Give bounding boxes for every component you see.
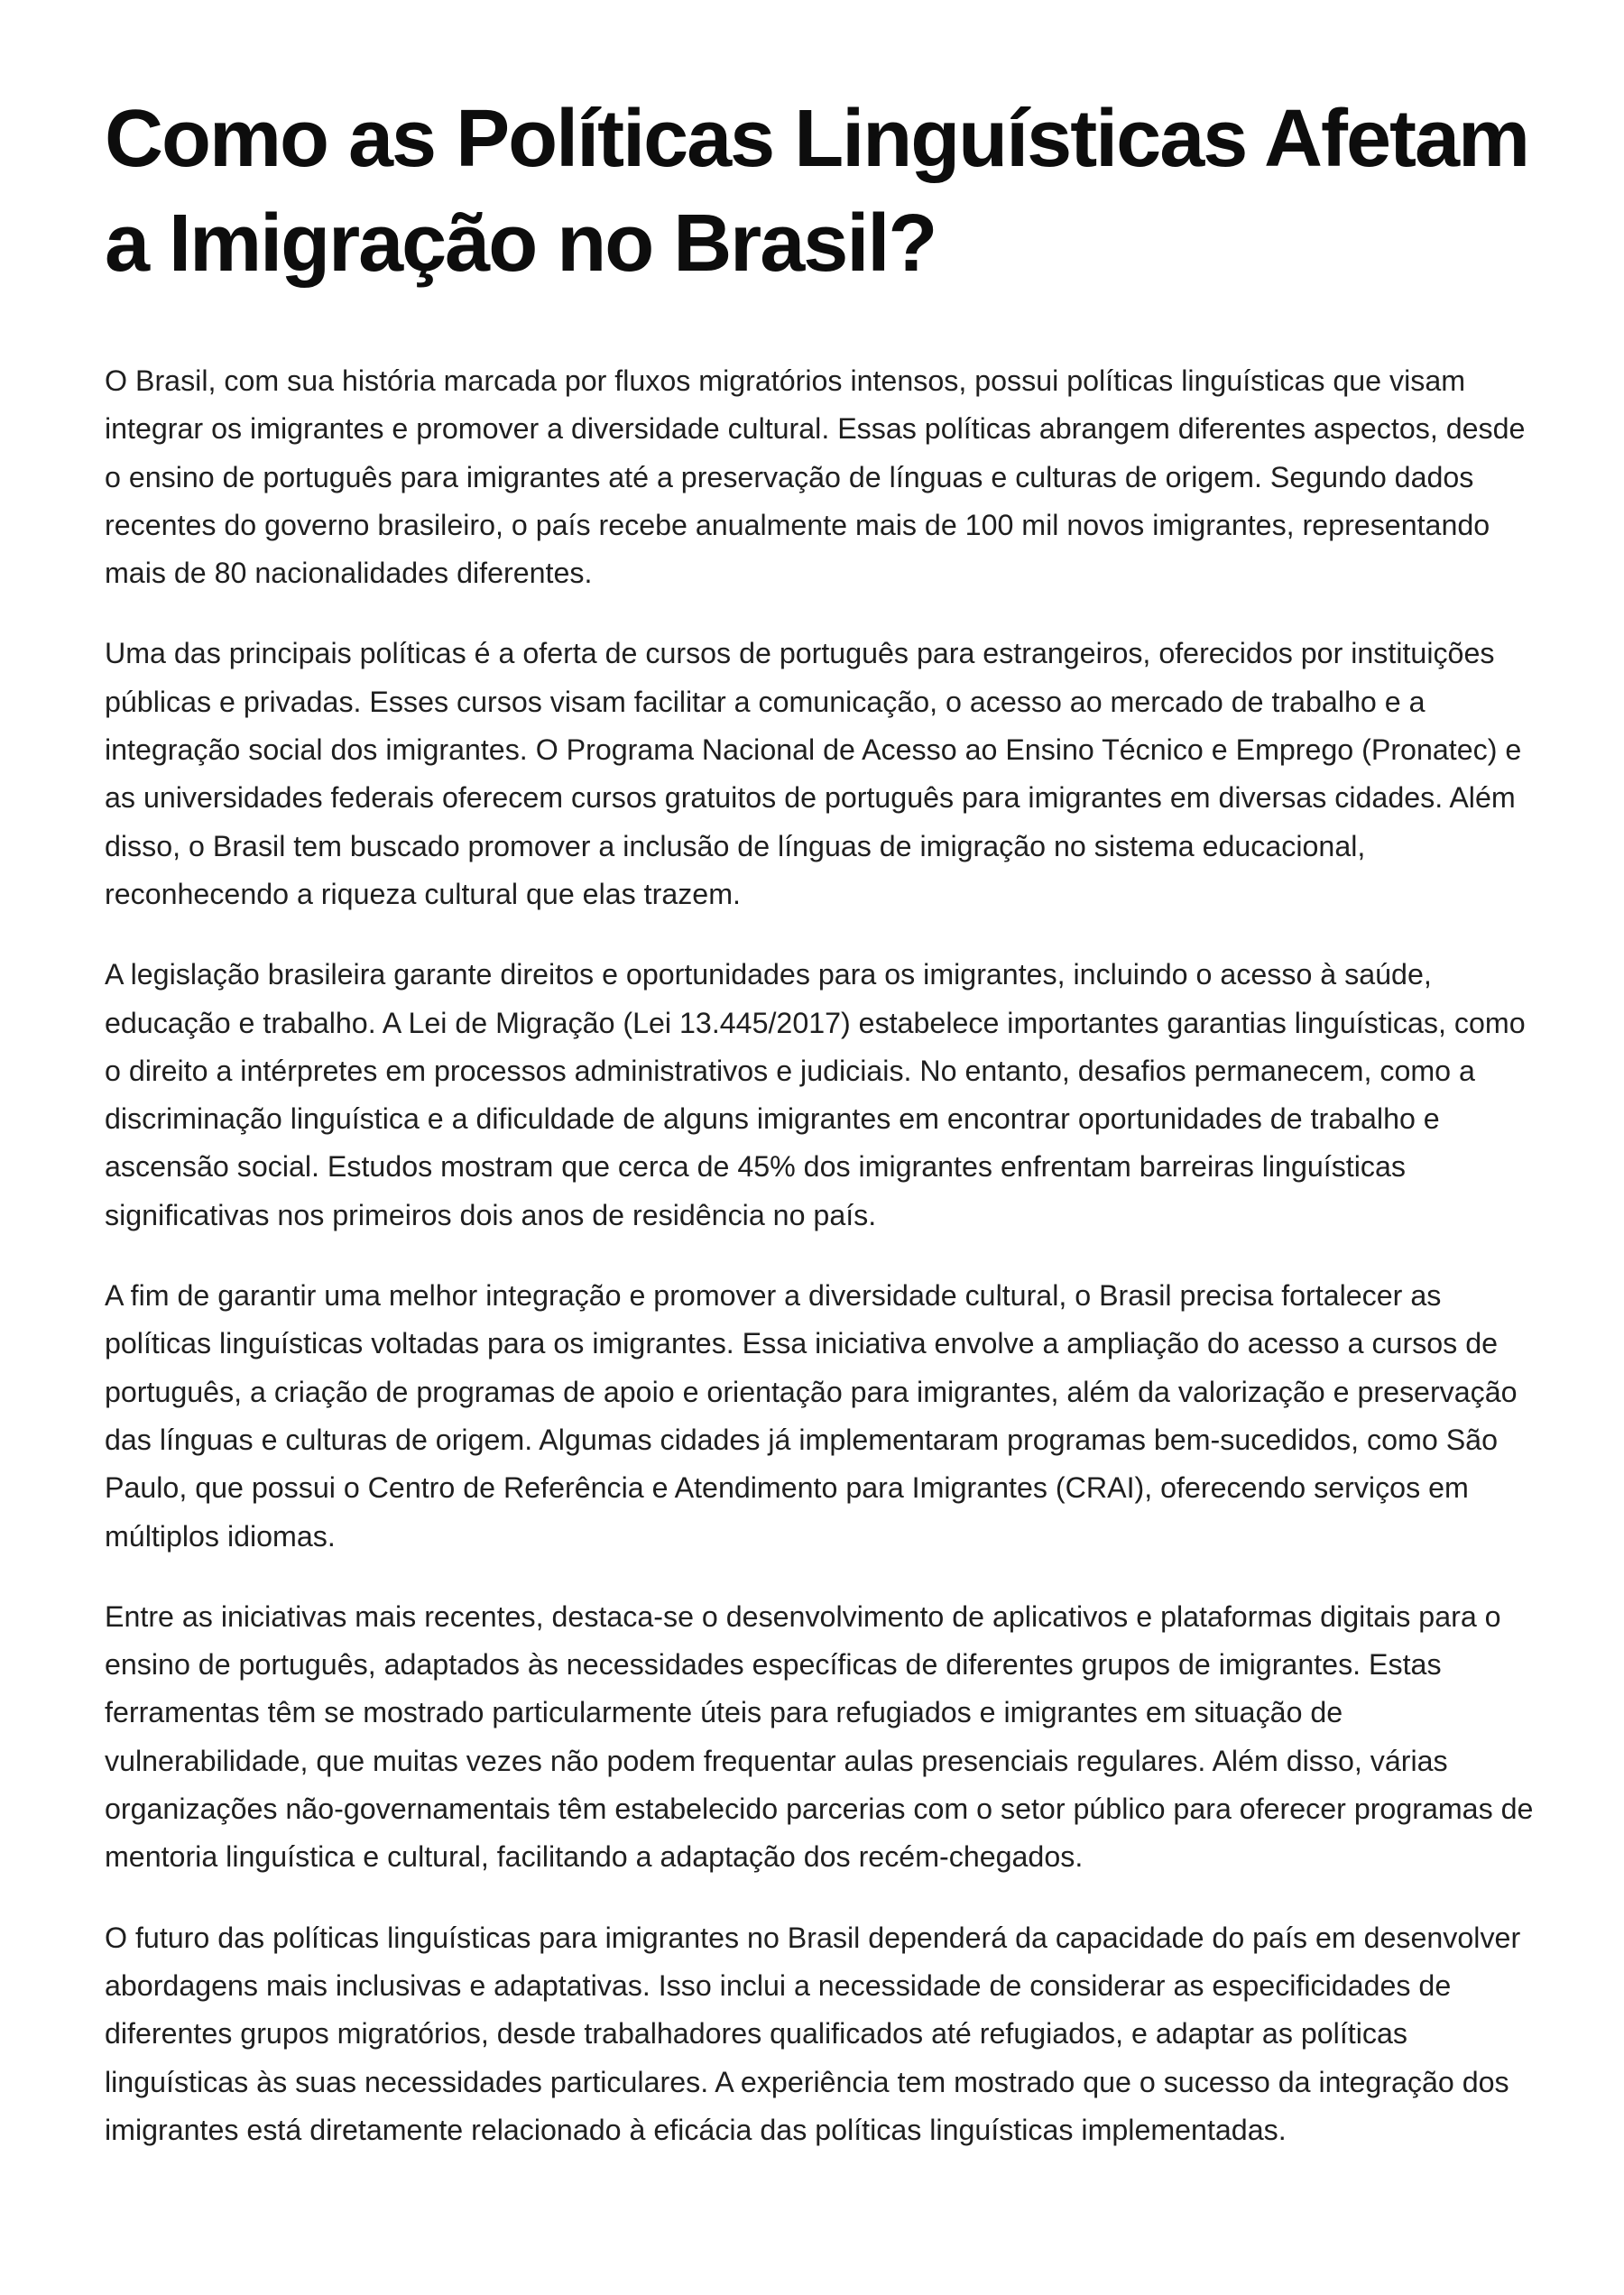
paragraph-4: A fim de garantir uma melhor integração e promover a diversidade cultural, o Brasil precisa fortalecer as políticas linguísticas voltadas para os imigrantes. Essa iniciativa envolve a ampliação do acesso a cursos de português, a criação de programas de apoio e orientação para imigrantes, além da valorização e preservação das línguas e culturas de origem. Algumas cidades já implementaram programas bem-sucedidos, como São Paulo, que possui o Centro de Referência e Atendimento para Imigrantes (CRAI), oferecendo serviços em múltiplos idiomas. xyxy=(105,1279,1518,1553)
page-title: Como as Políticas Linguísticas Afetam a Imigração no Brasil? xyxy=(105,94,1529,289)
document-page xyxy=(105,87,1534,2187)
paragraph-5: Entre as iniciativas mais recentes, destaca-se o desenvolvimento de aplicativos e plataformas digitais para o ensino de português, adaptados às necessidades específicas de diferentes grupos de imigrantes. Estas ferramentas têm se mostrado particularmente úteis para refugiados e imigrantes em situação de vulnerabilidade, que muitas vezes não podem frequentar aulas presenciais regulares. Além disso, várias organizações não-governamentais têm estabelecido parcerias com o setor público para oferecer programas de mentoria linguística e cultural, facilitando a adaptação dos recém-chegados. xyxy=(105,1599,1534,1874)
paragraph-3: A legislação brasileira garante direitos e oportunidades para os imigrantes, incluindo o acesso à saúde, educação e trabalho. A Lei de Migração (Lei 13.445/2017) estabelece importantes garantias linguísticas, como o direito a intérpretes em processos administrativos e judiciais. No entanto, desafios permanecem, como a discriminação linguística e a dificuldade de alguns imigrantes em encontrar oportunidades de trabalho e ascensão social. Estudos mostram que cerca de 45% dos imigrantes enfrentam barreiras linguísticas significativas nos primeiros dois anos de residência no país. xyxy=(105,958,1526,1231)
article-body xyxy=(105,357,1534,2154)
paragraph-2: Uma das principais políticas é a oferta de cursos de português para estrangeiros, oferecidos por instituições públicas e privadas. Esses cursos visam facilitar a comunicação, o acesso ao mercado de trabalho e a integração social dos imigrantes. O Programa Nacional de Acesso ao Ensino Técnico e Emprego (Pronatec) e as universidades federais oferecem cursos gratuitos de português para imigrantes em diversas cidades. Além disso, o Brasil tem buscado promover a inclusão de línguas de imigração no sistema educacional, reconhecendo a riqueza cultural que elas trazem. xyxy=(105,637,1522,910)
paragraph-6: O futuro das políticas linguísticas para imigrantes no Brasil dependerá da capacidade do país em desenvolver abordagens mais inclusivas e adaptativas. Isso inclui a necessidade de considerar as especificidades de diferentes grupos migratórios, desde trabalhadores qualificados até refugiados, e adaptar as políticas linguísticas às suas necessidades particulares. A experiência tem mostrado que o sucesso da integração dos imigrantes está diretamente relacionado à eficácia das políticas linguísticas implementadas. xyxy=(105,1921,1521,2146)
paragraph-1: O Brasil, com sua história marcada por fluxos migratórios intensos, possui políticas linguísticas que visam integrar os imigrantes e promover a diversidade cultural. Essas políticas abrangem diferentes aspectos, desde o ensino de português para imigrantes até a preservação de línguas e culturas de origem. Segundo dados recentes do governo brasileiro, o país recebe anualmente mais de 100 mil novos imigrantes, representando mais de 80 nacionalidades diferentes. xyxy=(105,364,1526,590)
